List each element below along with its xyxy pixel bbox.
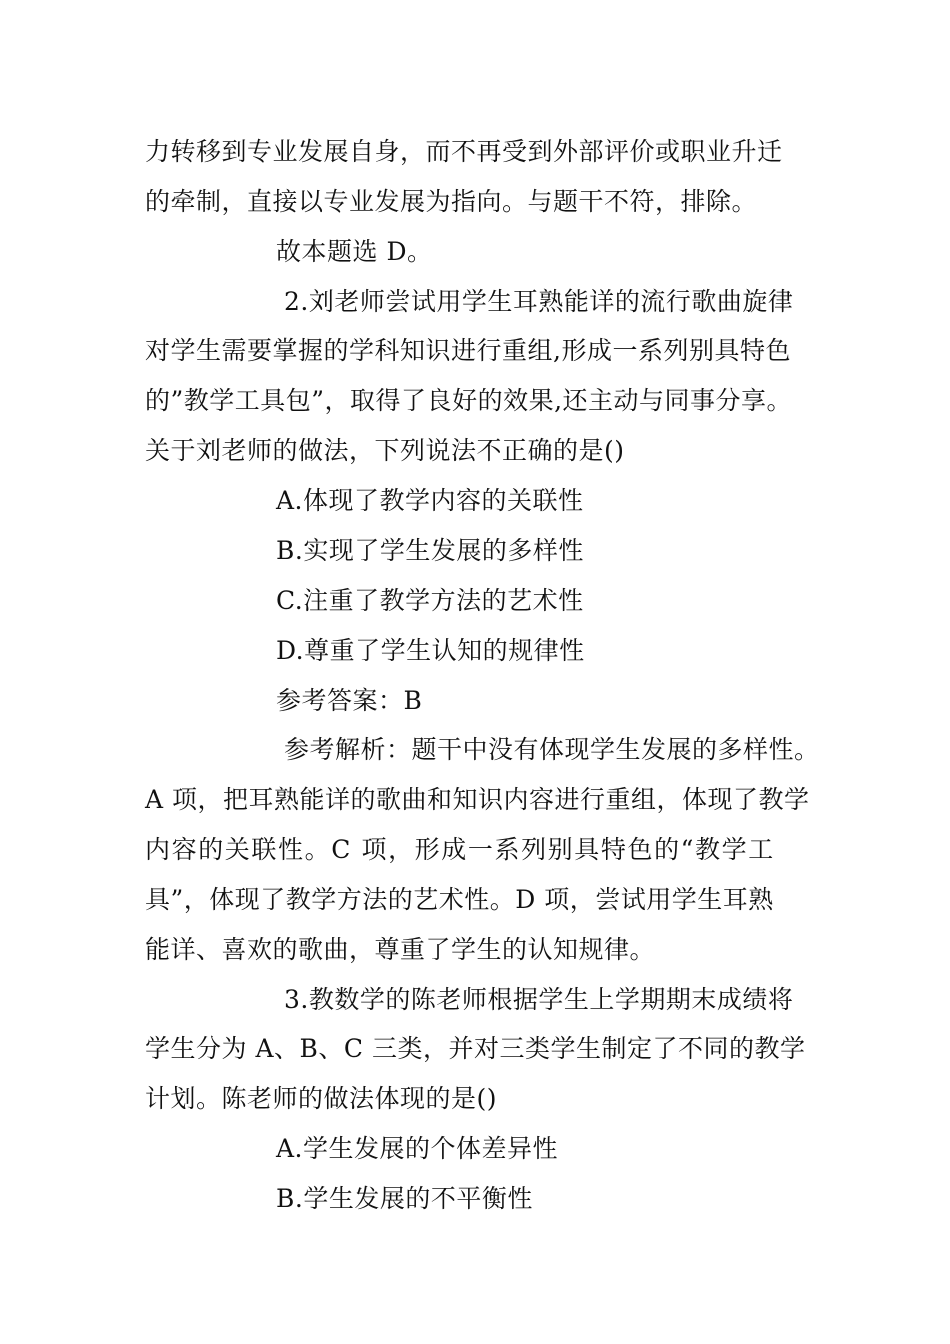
question-2-stem: 对学生需要掌握的学科知识进行重组,形成一系列别具特色 [145, 336, 791, 365]
paragraph-line: 的牵制，直接以专业发展为指向。与题干不符，排除。 [145, 187, 758, 216]
question-3-stem: 计划。陈老师的做法体现的是() [145, 1084, 498, 1113]
question-3-stem: 学生分为 A、B、C 三类，并对三类学生制定了不同的教学 [145, 1034, 806, 1063]
option-a: A.体现了教学内容的关联性 [276, 486, 584, 515]
question-2-stem: 的”教学工具包”，取得了良好的效果,还主动与同事分享。 [145, 386, 793, 415]
question-2-stem: 关于刘老师的做法，下列说法不正确的是() [145, 436, 625, 465]
option-b: B.学生发展的不平衡性 [276, 1184, 533, 1213]
answer-conclusion: 故本题选 D。 [276, 237, 433, 266]
option-b: B.实现了学生发展的多样性 [276, 536, 584, 565]
reference-explanation: 能详、喜欢的歌曲，尊重了学生的认知规律。 [145, 935, 656, 964]
reference-explanation: 参考解析：题干中没有体现学生发展的多样性。 [284, 735, 820, 764]
reference-explanation: A 项，把耳熟能详的歌曲和知识内容进行重组，体现了教学 [145, 785, 810, 814]
reference-explanation: 内容的关联性。C 项，形成一系列别具特色的“教学工 [145, 835, 775, 864]
question-3-stem: 3.教数学的陈老师根据学生上学期期末成绩将 [284, 985, 794, 1014]
reference-answer: 参考答案：B [276, 686, 423, 715]
question-2-stem: 2.刘老师尝试用学生耳熟能详的流行歌曲旋律 [284, 287, 794, 316]
reference-explanation: 具”，体现了教学方法的艺术性。D 项，尝试用学生耳熟 [145, 885, 774, 914]
option-c: C.注重了教学方法的艺术性 [276, 586, 584, 615]
option-a: A.学生发展的个体差异性 [276, 1134, 559, 1163]
paragraph-line: 力转移到专业发展自身，而不再受到外部评价或职业升迁 [145, 137, 783, 166]
option-d: D.尊重了学生认知的规律性 [276, 636, 585, 665]
